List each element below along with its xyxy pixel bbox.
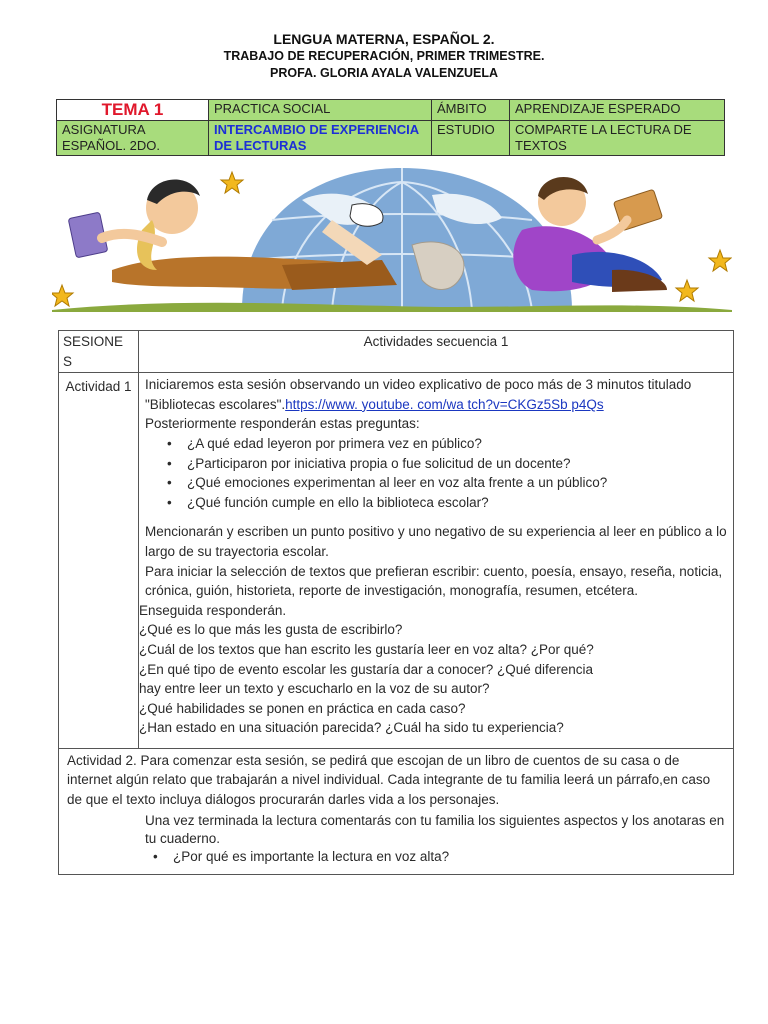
activity-1-line: ¿En qué tipo de evento escolar les gustaría dar a conocer? ¿Qué diferencia — [139, 661, 594, 677]
asignatura-cell: ASIGNATURA ESPAÑOL. 2DO. — [57, 121, 209, 156]
right-child-reading — [513, 177, 667, 292]
list-item: • ¿Qué emociones experimentan al leer en voz alta frente a un público? — [167, 473, 727, 493]
youtube-link[interactable]: https://www. youtube. com/wa tch?v=CKGz5Sb p4Qs — [285, 396, 604, 412]
reading-children-illustration — [52, 160, 732, 312]
list-item: • ¿Participaron por iniciativa propia o fue solicitud de un docente? — [167, 454, 727, 474]
document-header — [0, 30, 768, 82]
activity-2-questions-list — [67, 848, 725, 866]
header-line-2: TRABAJO DE RECUPERACIÓN, PRIMER TRIMESTRE. — [223, 49, 545, 63]
activity-1-questions-list — [145, 434, 727, 512]
activity-1-line: Enseguida responderán. — [139, 602, 287, 618]
list-item: • ¿Qué función cumple en ello la biblioteca escolar? — [167, 493, 727, 513]
aprendizaje-value: COMPARTE LA LECTURA DE TEXTOS — [510, 121, 725, 156]
activities-table — [58, 330, 734, 875]
practica-label: PRACTICA SOCIAL — [209, 100, 432, 121]
activity-1-body — [139, 373, 734, 749]
activity-1-paragraph-2: Mencionarán y escriben un punto positivo y uno negativo de su experiencia al leer en público a lo largo de su trayectoria escolar. — [145, 524, 727, 559]
activity-1-line: ¿Qué es lo que más les gusta de escribirlo? — [139, 622, 403, 638]
topic-table — [56, 99, 725, 156]
activity-1-intro-text: Iniciaremos esta sesión observando un video explicativo de poco más de 3 minutos titulado "Bibliotecas escolares". — [145, 377, 692, 412]
activity-1-line: ¿Qué habilidades se ponen en práctica en cada caso? — [139, 700, 466, 716]
activity-1-line: ¿Han estado en una situación parecida? ¿Cuál ha sido tu experiencia? — [139, 720, 564, 736]
header-line-1: LENGUA MATERNA, ESPAÑOL 2. — [273, 31, 495, 47]
list-item: • ¿Por qué es importante la lectura en voz alta? — [153, 848, 725, 866]
header-line-3: PROFA. GLORIA AYALA VALENZUELA — [269, 66, 499, 80]
tema-cell: TEMA 1 — [57, 100, 209, 121]
sessions-header: SESIONE S — [59, 331, 139, 373]
ambito-label: ÁMBITO — [432, 100, 510, 121]
activity-1-intro — [145, 375, 727, 414]
activity-2-text: Actividad 2. Para comenzar esta sesión, se pedirá que escojan de un libro de cuentos de su casa o de internet algún relato que trabajarán a nivel individual. Cada integrante de tu familia leerá un párrafo,en caso de que el texto incluya diálogos procurarán darles vida a los personajes. — [67, 752, 711, 808]
activity-1-line: hay entre leer un texto y escucharlo en la voz de su autor? — [139, 681, 490, 697]
activity-2-body — [59, 748, 734, 874]
activity-2-text-2: Una vez terminada la lectura comentarás con tu familia los siguientes aspectos y los anotaras en tu cuaderno. — [145, 812, 725, 846]
practica-value: INTERCAMBIO DE EXPERIENCIA DE LECTURAS — [209, 121, 432, 156]
activity-1-questions-intro: Posteriormente responderán estas preguntas: — [145, 416, 420, 432]
activities-header: Actividades secuencia 1 — [139, 331, 734, 373]
activity-1-paragraph-3: Para iniciar la selección de textos que prefieran escribir: cuento, poesía, ensayo, reseña, noticia, crónica, guión, historieta, reporte de investigación, monografía, resumen, etcétera. — [145, 563, 723, 599]
activity-1-label: Actividad 1 — [59, 373, 139, 749]
ambito-value: ESTUDIO — [432, 121, 510, 156]
list-item: • ¿A qué edad leyeron por primera vez en público? — [167, 434, 727, 454]
aprendizaje-label: APRENDIZAJE ESPERADO — [510, 100, 725, 121]
activity-1-line: ¿Cuál de los textos que han escrito les gustaría leer en voz alta? ¿Por qué? — [139, 641, 594, 657]
